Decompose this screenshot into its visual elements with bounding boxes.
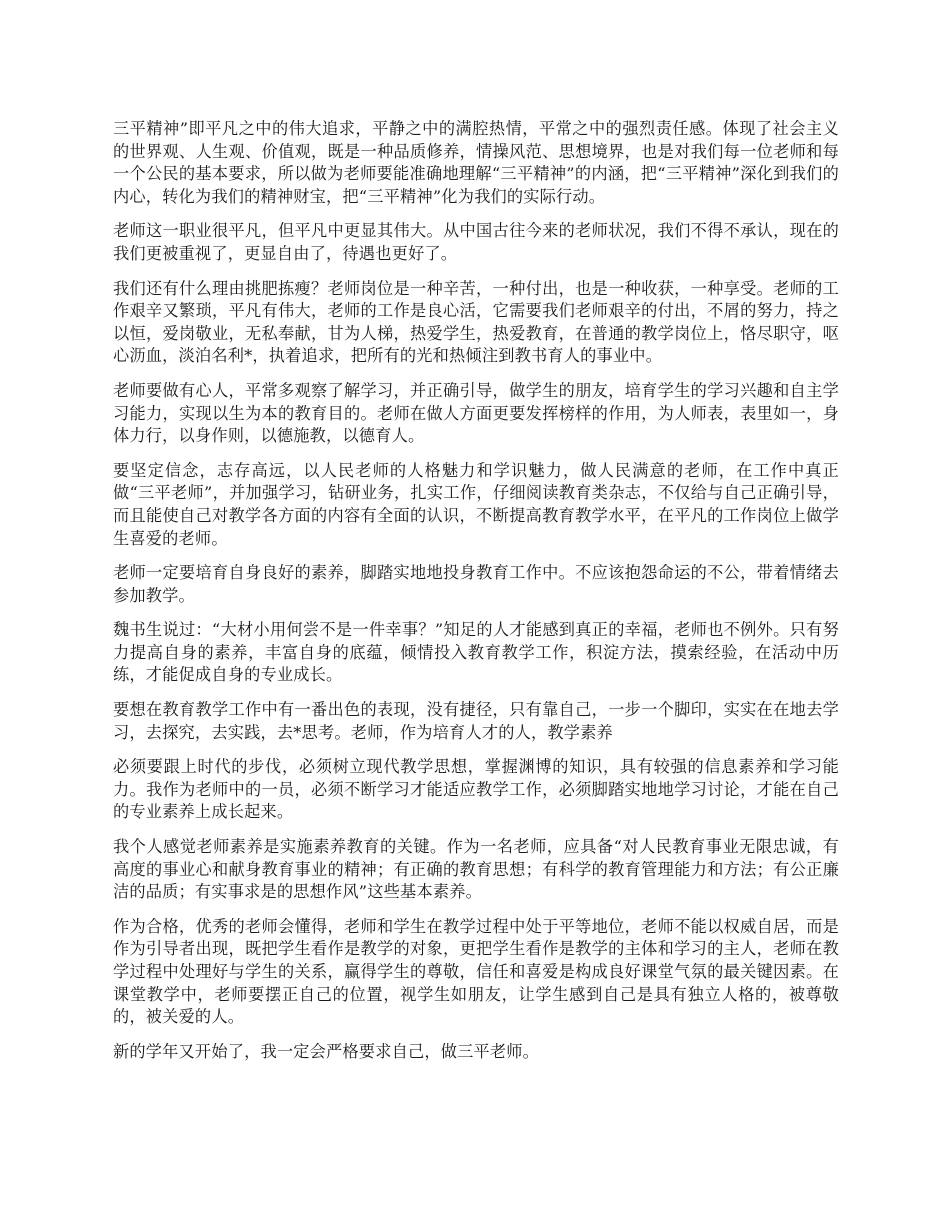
paragraph-1: 三平精神”即平凡之中的伟大追求，平静之中的满腔热情，平常之中的强烈责任感。体现了社会主义的世界观、人生观、价值观，既是一种品质修养，情操风范、思想境界，也是对我们每一位老师和每一个公民的基本要求，所以做为老师要能准确地理解“三平精神”的内涵，把“三平精神”深化到我们的内心，转化为我们的精神财宝，把“三平精神”化为我们的实际行动。 xyxy=(113,119,839,206)
paragraph-7: 魏书生说过：“大材小用何尝不是一件幸事？”知足的人才能感到真正的幸福，老师也不例外。只有努力提高自身的素养，丰富自身的底蕴，倾情投入教育教学工作，积淀方法，摸索经验，在活动中历练，才能促成自身的专业成长。 xyxy=(113,620,839,685)
paragraph-2: 老师这一职业很平凡，但平凡中更显其伟大。从中国古往今来的老师状况，我们不得不承认，现在的我们更被重视了，更显自由了，待遇也更好了。 xyxy=(113,221,839,263)
paragraph-4: 老师要做有心人，平常多观察了解学习，并正确引导，做学生的朋友，培育学生的学习兴趣和自主学习能力，实现以生为本的教育目的。老师在做人方面更要发挥榜样的作用，为人师表，表里如一，身体力行，以身作则，以德施教，以德育人。 xyxy=(113,380,839,446)
paragraph-5: 要坚定信念，志存高远，以人民老师的人格魅力和学识魅力，做人民满意的老师，在工作中真正做“三平老师”，并加强学习，钻研业务，扎实工作，仔细阅读教育类杂志，不仅给与自己正确引导，而且能使自己对教学各方面的内容有全面的认识，不断提高教育教学水平，在平凡的工作岗位上做学生喜爱的老师。 xyxy=(113,460,839,548)
paragraph-11: 作为合格，优秀的老师会懂得，老师和学生在教学过程中处于平等地位，老师不能以权威自居，而是作为引导者出现，既把学生看作是教学的对象，更把学生看作是教学的主体和学习的主人，老师在教学过程中处理好与学生的关系，赢得学生的尊敬，信任和喜爱是构成良好课堂气氛的最关键因素。在课堂教学中，老师要摆正自己的位置，视学生如朋友，让学生感到自己是具有独立人格的，被尊敬的，被关爱的人。 xyxy=(113,916,839,1027)
paragraph-3: 我们还有什么理由挑肥拣瘦？老师岗位是一种辛苦，一种付出，也是一种收获，一种享受。老师的工作艰辛又繁琐，平凡有伟大，老师的工作是良心活，它需要我们老师艰辛的付出，不屑的努力，持之以恒，爱岗敬业，无私奉献，甘为人梯，热爱学生，热爱教育，在普通的教学岗位上，恪尽职守，呕心沥血，淡泊名利*，执着追求，把所有的光和热倾注到教书育人的事业中。 xyxy=(113,278,839,366)
paragraph-9: 必须要跟上时代的步伐，必须树立现代教学思想，掌握渊博的知识，具有较强的信息素养和学习能力。我作为老师中的一员，必须不断学习才能适应教学工作，必须脚踏实地地学习讨论，才能在自己的专业素养上成长起来。 xyxy=(113,757,839,822)
document-body xyxy=(113,118,839,1075)
paragraph-12: 新的学年又开始了，我一定会严格要求自己，做三平老师。 xyxy=(113,1041,540,1061)
paragraph-6: 老师一定要培育自身良好的素养，脚踏实地地投身教育工作中。不应该抱怨命运的不公，带着情绪去参加教学。 xyxy=(113,563,839,605)
paragraph-8: 要想在教育教学工作中有一番出色的表现，没有捷径，只有靠自己，一步一个脚印，实实在在地去学习，去探究，去实践，去*思考。老师，作为培育人才的人，教学素养 xyxy=(113,700,839,742)
paragraph-10: 我个人感觉老师素养是实施素养教育的关键。作为一名老师，应具备“对人民教育事业无限忠诚，有高度的事业心和献身教育事业的精神；有正确的教育思想；有科学的教育管理能力和方法；有公正廉洁的品质；有实事求是的思想作风”这些基本素养。 xyxy=(113,837,839,902)
